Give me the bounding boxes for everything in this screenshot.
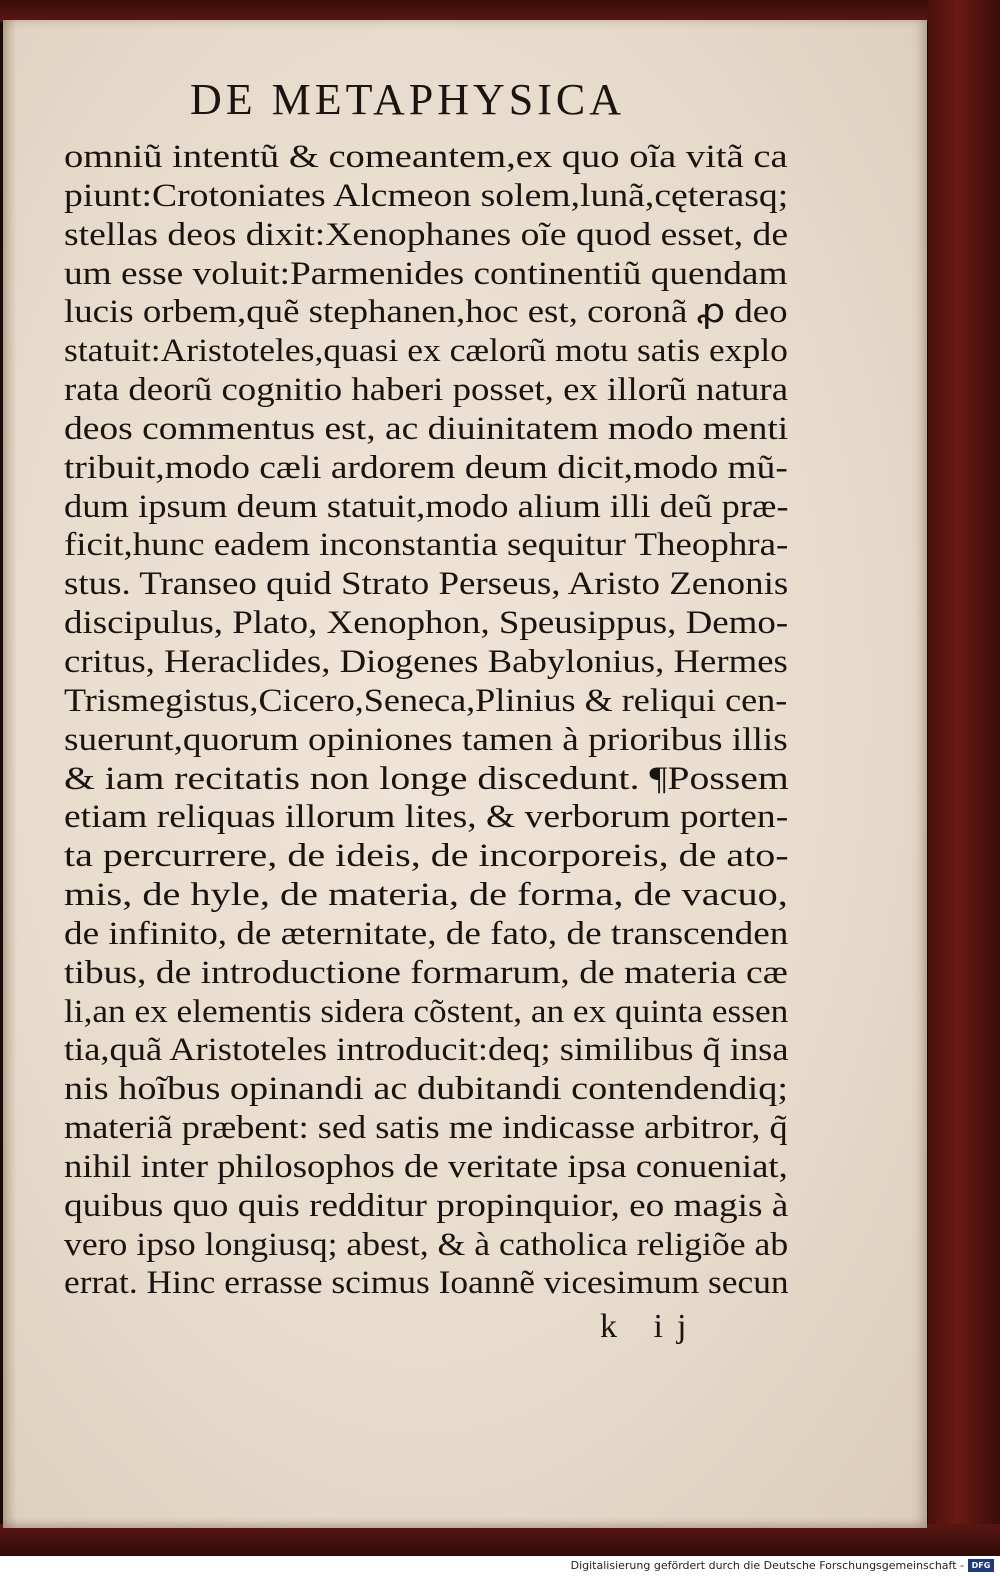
signature-mark: k ij: [600, 1308, 701, 1345]
text-line: suerunt,quorum opiniones tamen à prioribus illis: [64, 721, 788, 758]
text-line: tibus, de introductione formarum, de materia cæ: [64, 954, 788, 991]
dfg-logo: DFG: [968, 1559, 994, 1572]
text-line: um esse voluit:Parmenides continentiũ quendam: [64, 255, 788, 292]
text-line: errat. Hinc errasse scimus Ioannẽ vicesimum secun: [64, 1265, 789, 1302]
text-line: li,an ex elementis sidera cõstent, an ex quinta essen: [64, 993, 789, 1030]
backing-board-top: [0, 0, 1000, 22]
footer-credit: Digitalisierung gefördert durch die Deutsche Forschungsgemeinschaft -: [570, 1559, 964, 1572]
text-line: deos commentus est, ac diuinitatem modo menti: [64, 410, 789, 447]
text-line: stellas deos dixit:Xenophanes oĩe quod esset, de: [64, 216, 789, 253]
backing-board-bottom: [0, 1524, 1000, 1560]
text-line: & iam recitatis non longe discedunt. ¶Possem: [64, 760, 789, 797]
text-line: nis hoĩbus opinandi ac dubitandi contendendiq;: [64, 1071, 789, 1108]
text-line: dum ipsum deum statuit,modo alium illi deũ præ-: [64, 488, 789, 525]
digitization-footer: [0, 1556, 1000, 1576]
text-line: nihil inter philosophos de veritate ipsa conueniat,: [64, 1148, 788, 1185]
text-line: Trismegistus,Cicero,Seneca,Plinius & reliqui cen-: [64, 682, 788, 719]
text-line: quibus quo quis redditur propinquior, eo magis à: [64, 1187, 789, 1224]
text-line: tribuit,modo cæli ardorem deum dicit,modo mũ-: [64, 449, 788, 486]
text-line: stus. Transeo quid Strato Perseus, Aristo Zenonis: [64, 566, 789, 603]
text-line: vero ipso longiusq; abest, & à catholica religiõe ab: [64, 1226, 789, 1263]
text-line: de infinito, de æternitate, de fato, de transcenden: [64, 915, 789, 952]
text-line: omniũ intentũ & comeantem,ex quo oĩa vitã ca: [64, 139, 788, 175]
text-line: etiam reliquas illorum lites, & verborum porten-: [64, 799, 789, 836]
text-line: critus, Heraclides, Diogenes Babylonius, Hermes: [64, 643, 788, 680]
text-line: mis, de hyle, de materia, de forma, de vacuo,: [64, 877, 788, 914]
text-line: tia,quã Aristoteles introducit:deq; similibus q̃ insa: [64, 1032, 789, 1069]
backing-board-right: [928, 0, 1000, 1560]
gutter-shadow: [3, 20, 17, 1528]
text-line: lucis orbem,quẽ stephanen,hoc est, coronã ꝓ deo: [64, 294, 788, 331]
text-line: materiã præbent: sed satis me indicasse arbitror, q̃: [64, 1110, 788, 1147]
text-line: piunt:Crotoniates Alcmeon solem,lunã,cęterasq;: [64, 177, 789, 214]
text-line: rata deorũ cognitio haberi posset, ex illorũ natura: [64, 372, 789, 409]
body-text: [64, 138, 789, 1303]
text-line: ta percurrere, de ideis, de incorporeis, de ato-: [64, 838, 789, 875]
running-head: DE METAPHYSICA: [190, 75, 626, 124]
text-line: statuit:Aristoteles,quasi ex cælorũ motu satis explo: [64, 333, 788, 370]
text-line: ficit,hunc eadem inconstantia sequitur Theophra-: [64, 527, 789, 564]
text-line: discipulus, Plato, Xenophon, Speusippus, Demo-: [64, 605, 789, 642]
